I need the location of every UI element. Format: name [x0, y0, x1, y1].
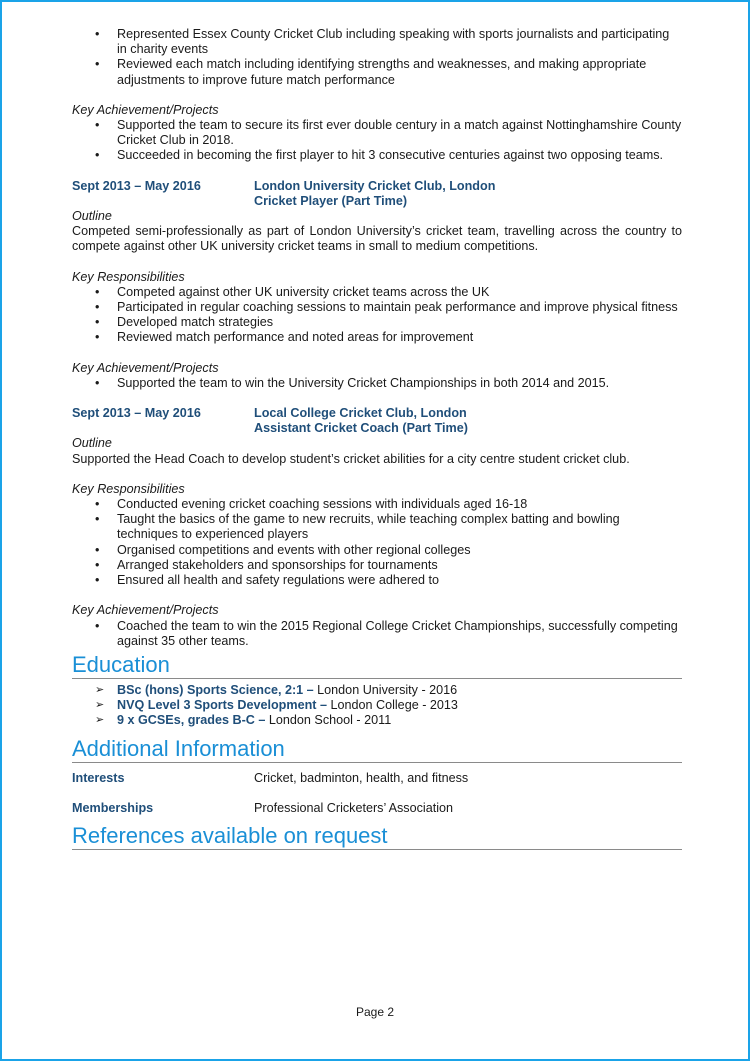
education-item [95, 698, 682, 713]
job-header [72, 406, 682, 436]
list-item: • Supported the team to win the University Cricket Championships in both 2014 and 2015. [117, 376, 682, 391]
education-item [95, 682, 682, 698]
responsibilities-label: Key Responsibilities [72, 481, 185, 496]
job-responsibilities [72, 285, 682, 346]
interests-value: Cricket, badminton, health, and fitness [254, 770, 469, 785]
qualification: NVQ Level 3 Sports Development – [117, 698, 327, 713]
additional-info-heading: Additional Information [72, 737, 682, 763]
achievements-label: Key Achievement/Projects [72, 102, 219, 117]
responsibilities-label: Key Responsibilities [72, 269, 185, 284]
job-achievements [72, 619, 682, 649]
resume-content [72, 27, 682, 850]
qualification: BSc (hons) Sports Science, 2:1 – [117, 682, 314, 697]
education-heading: Education [72, 653, 682, 679]
job-date: Sept 2013 – May 2016 [72, 406, 201, 421]
memberships-row [72, 801, 682, 816]
job-responsibilities [72, 497, 682, 588]
list-item: • Participated in regular coaching sessions to maintain peak performance and improve physical fitness [117, 300, 682, 315]
references-heading: References available on request [72, 824, 682, 850]
list-item: • Conducted evening cricket coaching sessions with individuals aged 16-18 [117, 497, 682, 512]
arrow-bullet-icon: ➢ [95, 699, 105, 712]
institution: London School - 2011 [265, 713, 392, 728]
list-item: • Developed match strategies [117, 315, 682, 330]
job-role: Assistant Cricket Coach (Part Time) [254, 421, 468, 436]
education-list [72, 683, 682, 729]
memberships-label: Memberships [72, 800, 154, 815]
institution: London University - 2016 [313, 682, 458, 697]
job-achievements [72, 376, 682, 391]
achievements-label: Key Achievement/Projects [72, 360, 219, 375]
job-header [72, 179, 682, 209]
memberships-value: Professional Cricketers’ Association [254, 800, 454, 815]
institution: London College - 2013 [326, 698, 458, 713]
page-number: Page 2 [355, 1005, 395, 1019]
job-date: Sept 2013 – May 2016 [72, 178, 201, 193]
list-item: • Organised competitions and events with other regional colleges [117, 543, 682, 558]
list-item: • Taught the basics of the game to new recruits, while teaching complex batting and bowling techniques to experienced players [117, 512, 682, 542]
list-item: • Supported the team to secure its first ever double century in a match against Nottinghamshire County Cricket Club in 2018. [117, 118, 682, 148]
list-item: • Reviewed each match including identifying strengths and weaknesses, and making appropriate adjustments to improve future match performance [117, 57, 682, 87]
outline-label: Outline [72, 209, 112, 224]
list-item: • Ensured all health and safety regulations were adhered to [117, 573, 682, 588]
achievements-label: Key Achievement/Projects [72, 603, 219, 618]
interests-row [72, 771, 682, 786]
previous-job-achievements [72, 118, 682, 164]
list-item: • Coached the team to win the 2015 Regional College Cricket Championships, successfully competing against 35 other teams. [117, 619, 682, 649]
list-item: • Competed against other UK university cricket teams across the UK [117, 285, 682, 300]
list-item: • Arranged stakeholders and sponsorships for tournaments [117, 558, 682, 573]
previous-job-responsibilities [72, 27, 682, 88]
list-item: • Represented Essex County Cricket Club including speaking with sports journalists and participating in charity events [117, 27, 682, 57]
job-organisation: Local College Cricket Club, London [254, 406, 467, 421]
interests-label: Interests [72, 770, 125, 785]
qualification: 9 x GCSEs, grades B-C – [117, 713, 266, 728]
job-role: Cricket Player (Part Time) [254, 193, 408, 208]
list-item: • Reviewed match performance and noted areas for improvement [117, 330, 682, 345]
job-outline: Supported the Head Coach to develop student’s cricket abilities for a city centre student cricket club. [72, 451, 630, 466]
job-organisation: London University Cricket Club, London [254, 178, 496, 193]
job-outline: Competed semi-professionally as part of London University’s cricket team, travelling across the country to compete against other UK university cricket teams in small to medium competitions. [72, 224, 682, 254]
education-item [95, 713, 682, 728]
outline-label: Outline [72, 436, 112, 451]
arrow-bullet-icon: ➢ [95, 683, 105, 696]
list-item: • Succeeded in becoming the first player to hit 3 consecutive centuries against two opposing teams. [117, 148, 682, 163]
arrow-bullet-icon: ➢ [95, 714, 105, 727]
